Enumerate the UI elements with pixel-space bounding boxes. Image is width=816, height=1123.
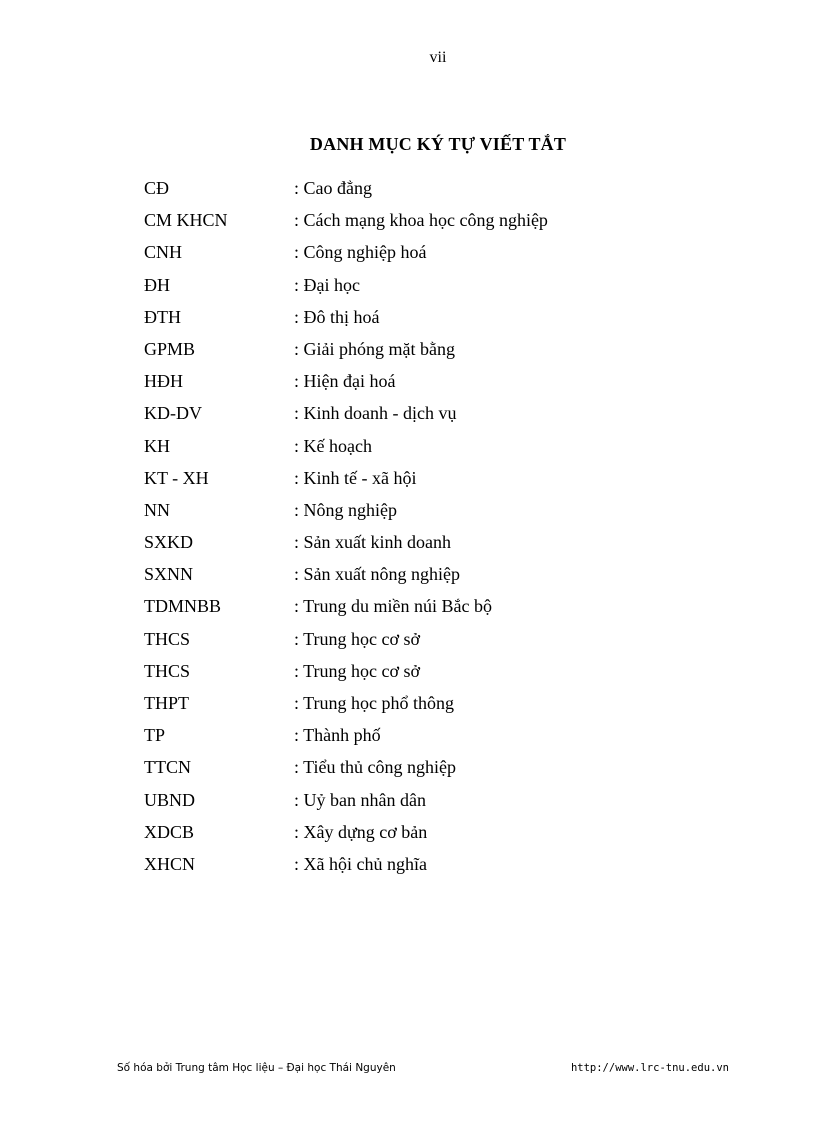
abbreviation-code: SXKD [144, 532, 194, 553]
abbreviation-code: GPMB [144, 338, 196, 359]
abbreviation-code: TP [144, 725, 166, 746]
abbreviation-code: ĐTH [144, 306, 181, 327]
abbreviation-row [144, 397, 744, 429]
abbreviation-row [144, 687, 744, 719]
abbreviation-code: SXNN [144, 564, 194, 585]
abbreviation-code: NN [144, 499, 170, 520]
abbreviation-code: TDMNBB [144, 596, 222, 617]
abbreviation-row [144, 494, 744, 526]
abbreviation-row [144, 848, 744, 880]
abbreviation-meaning: : Trung học cơ sở [294, 628, 421, 649]
abbreviation-row [144, 365, 744, 397]
abbreviation-list [144, 172, 744, 880]
abbreviation-code: THCS [144, 628, 191, 649]
abbreviation-meaning: : Sản xuất kinh doanh [294, 532, 451, 553]
abbreviation-row [144, 623, 744, 655]
abbreviation-code: XHCN [144, 853, 196, 874]
footer-url: http://www.lrc-tnu.edu.vn [570, 1062, 729, 1074]
abbreviation-code: THPT [144, 693, 189, 713]
abbreviation-meaning: : Kế hoạch [294, 435, 372, 456]
abbreviation-code: UBND [144, 789, 196, 810]
abbreviation-meaning: : Đại học [294, 274, 360, 295]
abbreviation-row [144, 784, 744, 816]
abbreviation-meaning: : Cao đẳng [294, 178, 372, 198]
abbreviation-code: THCS [144, 660, 191, 681]
abbreviation-meaning: : Cách mạng khoa học công nghiệp [294, 210, 548, 231]
abbreviation-code: XDCB [144, 821, 195, 842]
footer-digitized-credit: Số hóa bởi Trung tâm Học liệu – Đại học Thái Nguyên [117, 1062, 396, 1074]
abbreviation-code: CĐ [144, 178, 170, 198]
abbreviation-meaning: : Sản xuất nông nghiệp [294, 564, 460, 585]
abbreviation-row [144, 430, 744, 462]
abbreviation-code: ĐH [144, 274, 170, 295]
abbreviation-meaning: : Thành phố [294, 725, 381, 746]
abbreviation-row [144, 236, 744, 268]
abbreviation-code: HĐH [144, 371, 183, 392]
abbreviation-meaning: : Nông nghiệp [294, 499, 397, 520]
page-title: DANH MỤC KÝ TỰ VIẾT TẮT [309, 134, 567, 154]
abbreviation-meaning: : Đô thị hoá [294, 306, 380, 327]
abbreviation-row [144, 558, 744, 590]
abbreviation-meaning: : Trung học phổ thông [294, 693, 455, 713]
abbreviation-code: TTCN [144, 757, 191, 778]
abbreviation-code: KH [144, 435, 170, 456]
abbreviation-meaning: : Kinh doanh - dịch vụ [294, 403, 457, 424]
abbreviation-row [144, 590, 744, 622]
abbreviation-row [144, 751, 744, 783]
abbreviation-meaning: : Hiện đại hoá [294, 371, 396, 392]
abbreviation-code: CNH [144, 242, 183, 263]
page-number: vii [429, 49, 447, 66]
abbreviation-meaning: : Kinh tế - xã hội [294, 467, 417, 488]
abbreviation-meaning: : Công nghiệp hoá [294, 242, 427, 263]
abbreviation-meaning: : Giải phóng mặt bằng [294, 338, 455, 359]
abbreviation-meaning: : Xây dựng cơ bản [294, 821, 428, 842]
abbreviation-row [144, 333, 744, 365]
abbreviation-row [144, 462, 744, 494]
abbreviation-row [144, 816, 744, 848]
abbreviation-row [144, 301, 744, 333]
abbreviation-row [144, 172, 744, 204]
abbreviation-meaning: : Trung du miền núi Bắc bộ [294, 596, 493, 617]
abbreviation-row [144, 526, 744, 558]
abbreviation-row [144, 655, 744, 687]
abbreviation-code: CM KHCN [144, 210, 228, 231]
abbreviation-meaning: : Tiểu thủ công nghiệp [294, 757, 457, 778]
abbreviation-row [144, 719, 744, 751]
abbreviation-code: KD-DV [144, 403, 202, 424]
abbreviation-row [144, 204, 744, 236]
abbreviation-meaning: : Xã hội chủ nghĩa [294, 853, 427, 874]
abbreviation-meaning: : Uỷ ban nhân dân [294, 789, 426, 810]
abbreviation-code: KT - XH [144, 467, 209, 488]
abbreviation-meaning: : Trung học cơ sở [294, 660, 421, 681]
abbreviation-row [144, 269, 744, 301]
